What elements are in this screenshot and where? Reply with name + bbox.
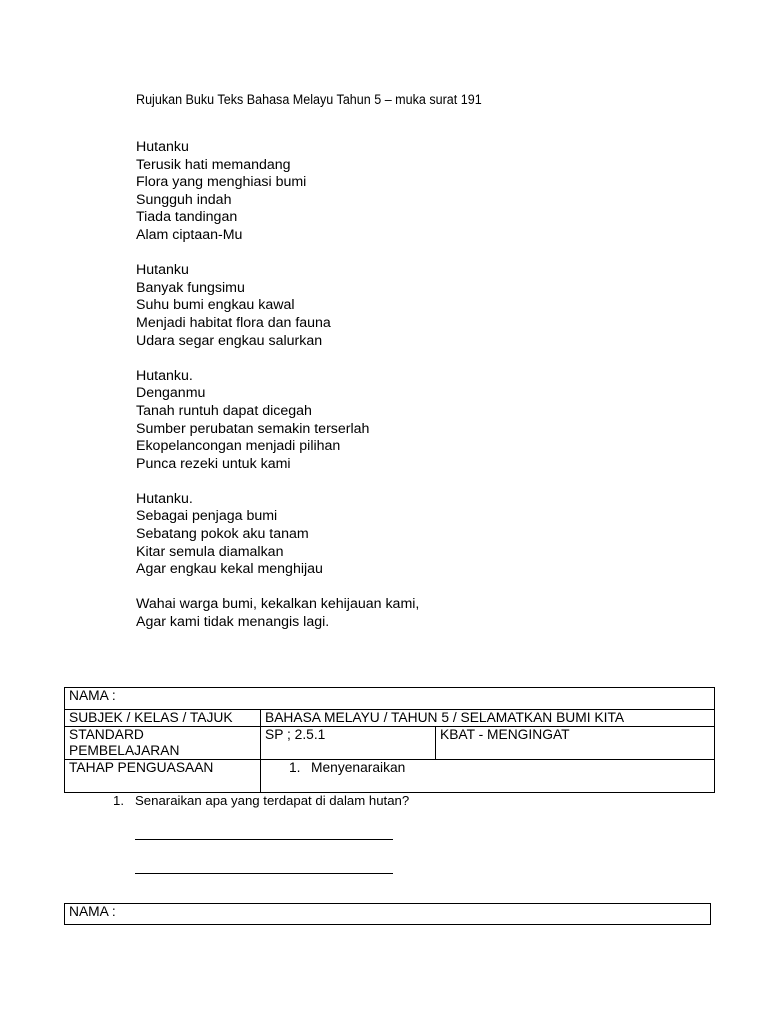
poem-line: Terusik hati memandang xyxy=(136,156,291,173)
standard-row xyxy=(65,727,715,760)
sp-value: SP ; 2.5.1 xyxy=(261,727,436,760)
poem-line: Denganmu xyxy=(136,385,206,402)
poem-line: Hutanku. xyxy=(136,490,193,507)
poem-line: Agar kami tidak menangis lagi. xyxy=(136,614,330,631)
question-1 xyxy=(113,793,409,808)
reference-line: Rujukan Buku Teks Bahasa Melayu Tahun 5 – muka surat 191 xyxy=(136,92,482,107)
poem-line: Agar engkau kekal menghijau xyxy=(136,561,323,578)
level-row xyxy=(65,760,715,793)
poem-line: Banyak fungsimu xyxy=(136,279,245,296)
poem-line: Sungguh indah xyxy=(136,191,232,208)
question-text: Senaraikan apa yang terdapat di dalam hutan? xyxy=(135,793,410,808)
info-table xyxy=(64,687,715,793)
poem-line: Punca rezeki untuk kami xyxy=(136,455,291,472)
poem-line: Sebatang pokok aku tanam xyxy=(136,526,309,543)
answer-line[interactable] xyxy=(135,873,393,874)
poem-line: Flora yang menghiasi bumi xyxy=(136,174,307,191)
poem-stanza xyxy=(136,262,419,350)
poem-line: Tiada tandingan xyxy=(136,209,238,226)
subject-row xyxy=(65,710,715,727)
poem-line: Udara segar engkau salurkan xyxy=(136,332,323,349)
poem-stanza xyxy=(136,368,419,474)
poem-line: Hutanku xyxy=(136,139,189,155)
question-number: 1. xyxy=(113,793,124,808)
poem-line: Menjadi habitat flora dan fauna xyxy=(136,314,331,331)
poem-line: Suhu bumi engkau kawal xyxy=(136,297,295,314)
poem-line: Sumber perubatan semakin terserlah xyxy=(136,420,370,437)
poem-line: Sebagai penjaga bumi xyxy=(136,508,278,525)
level-number: 1. xyxy=(289,760,301,775)
name-row xyxy=(65,688,715,710)
name-box xyxy=(64,903,711,925)
poem-stanza xyxy=(136,139,419,245)
poem-line: Hutanku. xyxy=(136,367,193,384)
poem xyxy=(136,139,419,632)
poem-line: Alam ciptaan-Mu xyxy=(136,226,243,243)
name-box-label: NAMA : xyxy=(69,904,116,919)
poem-line: Tanah runtuh dapat dicegah xyxy=(136,402,312,419)
level-value: Menyenaraikan xyxy=(311,760,406,775)
level-label: TAHAP PENGUASAAN xyxy=(65,760,261,793)
poem-line: Kitar semula diamalkan xyxy=(136,543,284,560)
poem-line: Ekopelancongan menjadi pilihan xyxy=(136,438,341,455)
subject-value: BAHASA MELAYU / TAHUN 5 / SELAMATKAN BUMI KITA xyxy=(261,710,715,727)
poem-stanza xyxy=(136,491,419,579)
poem-line: Wahai warga bumi, kekalkan kehijauan kami, xyxy=(136,596,420,613)
poem-line: Hutanku xyxy=(136,262,189,279)
poem-stanza xyxy=(136,596,419,631)
standard-label: STANDARD PEMBELAJARAN xyxy=(65,727,261,760)
name-label: NAMA : xyxy=(65,688,715,710)
level-cell xyxy=(261,760,715,793)
subject-label: SUBJEK / KELAS / TAJUK xyxy=(65,710,261,727)
answer-line[interactable] xyxy=(135,839,393,840)
kbat-value: KBAT - MENGINGAT xyxy=(436,727,715,760)
